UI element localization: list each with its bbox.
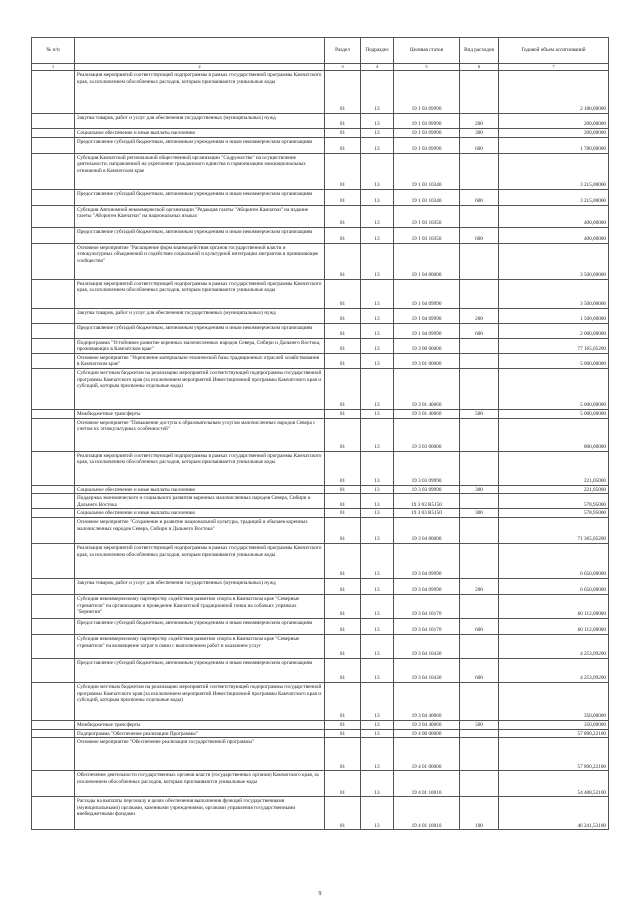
table-row bbox=[32, 658, 609, 682]
row-name: Подпрограмма "Устойчивое развитие коренных малочисленных народов Севера, Сибири и Дальнего Востока, проживающих в Камчатском крае" bbox=[75, 338, 325, 353]
row-target: 19 3 01 40060 bbox=[394, 368, 460, 409]
row-name: Подпрограмма "Обеспечение реализации Программы" bbox=[75, 729, 325, 738]
row-sum: 57 890,22100 bbox=[499, 729, 609, 738]
table-row bbox=[32, 205, 609, 227]
row-podrazdel: 13 bbox=[361, 71, 394, 114]
table-row bbox=[32, 353, 609, 368]
column-number: 2 bbox=[75, 64, 325, 71]
table-row bbox=[32, 418, 609, 451]
row-sum: 3 215,00000 bbox=[499, 153, 609, 189]
row-target: 19 3 03 R5150 bbox=[394, 509, 460, 518]
header-podrazdel: Подраздел bbox=[361, 38, 394, 64]
row-vid bbox=[460, 71, 499, 114]
row-name: Основное мероприятие "Обеспечение реализации государственной программы" bbox=[75, 738, 325, 771]
row-razdel: 01 bbox=[325, 451, 361, 485]
row-vid bbox=[460, 682, 499, 720]
row-sum: 3 500,00000 bbox=[499, 279, 609, 308]
row-razdel: 01 bbox=[325, 189, 361, 205]
table-row bbox=[32, 543, 609, 578]
row-razdel: 01 bbox=[325, 353, 361, 368]
row-vid: 100 bbox=[460, 797, 499, 830]
header-name bbox=[75, 38, 325, 64]
row-podrazdel: 13 bbox=[361, 634, 394, 658]
table-row bbox=[32, 720, 609, 729]
row-sum: 200,00000 bbox=[499, 114, 609, 129]
row-razdel: 01 bbox=[325, 227, 361, 243]
row-razdel: 01 bbox=[325, 738, 361, 771]
row-name: Поддержка экономического и социального развития коренных малочисленных народов Севера, Сибири и Дальнего Востока bbox=[75, 494, 325, 509]
row-vid: 600 bbox=[460, 227, 499, 243]
row-sum: 578,95000 bbox=[499, 494, 609, 509]
row-podrazdel: 13 bbox=[361, 153, 394, 189]
row-sum: 400,00000 bbox=[499, 227, 609, 243]
row-razdel: 01 bbox=[325, 509, 361, 518]
row-vid: 600 bbox=[460, 658, 499, 682]
table-row bbox=[32, 729, 609, 738]
row-sum: 6 650,00000 bbox=[499, 578, 609, 594]
row-podrazdel: 13 bbox=[361, 682, 394, 720]
row-target: 19 3 04 10170 bbox=[394, 594, 460, 618]
row-target: 19 1 04 09990 bbox=[394, 308, 460, 323]
row-sum: 60 112,00000 bbox=[499, 618, 609, 634]
row-vid bbox=[460, 243, 499, 279]
table-row bbox=[32, 634, 609, 658]
table-row bbox=[32, 451, 609, 485]
row-name: Предоставление субсидий бюджетным, автономным учреждениям и иным некоммерческим организациям bbox=[75, 189, 325, 205]
row-vid bbox=[460, 279, 499, 308]
row-razdel: 01 bbox=[325, 279, 361, 308]
row-podrazdel: 13 bbox=[361, 205, 394, 227]
row-podrazdel: 13 bbox=[361, 543, 394, 578]
row-target: 19 4 01 00000 bbox=[394, 738, 460, 771]
header-target: Целевая статья bbox=[394, 38, 460, 64]
row-name: Социальное обеспечение и иные выплаты населению bbox=[75, 129, 325, 138]
row-razdel: 01 bbox=[325, 578, 361, 594]
row-podrazdel: 13 bbox=[361, 797, 394, 830]
row-razdel: 01 bbox=[325, 153, 361, 189]
header-num: № п/п bbox=[32, 38, 75, 64]
row-vid: 300 bbox=[460, 129, 499, 138]
table-row bbox=[32, 738, 609, 771]
column-number: 6 bbox=[460, 64, 499, 71]
row-podrazdel: 13 bbox=[361, 451, 394, 485]
table-row bbox=[32, 578, 609, 594]
row-podrazdel: 13 bbox=[361, 189, 394, 205]
row-target: 19 4 01 10010 bbox=[394, 797, 460, 830]
table-row bbox=[32, 494, 609, 509]
row-name: Межбюджетные трансферты bbox=[75, 720, 325, 729]
row-razdel: 01 bbox=[325, 658, 361, 682]
row-target: 19 3 03 09990 bbox=[394, 485, 460, 494]
row-vid: 200 bbox=[460, 114, 499, 129]
row-name: Реализация мероприятий соответствующей подпрограммы в рамках государственной программы Камчатского края, за исключением обособленных расходов, которым присваиваются уникальные коды bbox=[75, 71, 325, 114]
row-sum: 221,05000 bbox=[499, 485, 609, 494]
row-target: 19 3 03 00000 bbox=[394, 418, 460, 451]
header-vid: Вид расходов bbox=[460, 38, 499, 64]
row-vid: 600 bbox=[460, 618, 499, 634]
row-target: 19 1 03 10350 bbox=[394, 205, 460, 227]
row-name: Субсидия некоммерческому партнерству содействия развитию спорта в Камчатском крае "Северные стремители" на организацию и проведение Камчатской традиционной гонки на собачьих упряжках "Берингия" bbox=[75, 594, 325, 618]
row-name: Обеспечение деятельности государственных органов власти (государственных органов) Камчатского края, за исключением обособленных расходов, которым присваиваются уникальные коды bbox=[75, 771, 325, 797]
row-name: Субсидия Камчатской региональной общественной организации "Содружество" на осуществление деятельности, направленной на укрепление гражданского единства и гармонизацию межнациональных отношений в Камчатском крае bbox=[75, 153, 325, 189]
row-razdel: 01 bbox=[325, 729, 361, 738]
row-razdel: 01 bbox=[325, 485, 361, 494]
row-sum: 1 500,00000 bbox=[499, 308, 609, 323]
row-razdel: 01 bbox=[325, 243, 361, 279]
row-vid bbox=[460, 418, 499, 451]
row-name: Межбюджетные трансферты bbox=[75, 409, 325, 418]
table-row bbox=[32, 682, 609, 720]
row-sum: 57 890,22100 bbox=[499, 738, 609, 771]
row-name: Основное мероприятие "Укрепление материально-технической базы традиционных отраслей хозяйствования в Камчатском крае" bbox=[75, 353, 325, 368]
row-sum: 350,00000 bbox=[499, 682, 609, 720]
row-vid bbox=[460, 517, 499, 543]
row-razdel: 01 bbox=[325, 129, 361, 138]
row-podrazdel: 13 bbox=[361, 578, 394, 594]
row-podrazdel: 13 bbox=[361, 517, 394, 543]
row-name: Социальное обеспечение и иные выплаты населению bbox=[75, 485, 325, 494]
row-vid: 600 bbox=[460, 189, 499, 205]
row-podrazdel: 13 bbox=[361, 418, 394, 451]
row-podrazdel: 13 bbox=[361, 353, 394, 368]
row-name: Субсидия некоммерческому партнерству содействия развитию спорта в Камчатском крае "Северные стремители" на возмещение затрат в связи с выполнением работ и оказанием услуг bbox=[75, 634, 325, 658]
row-vid bbox=[460, 543, 499, 578]
row-target: 19 1 04 09990 bbox=[394, 279, 460, 308]
table-row bbox=[32, 129, 609, 138]
row-target: 19 3 04 10430 bbox=[394, 658, 460, 682]
row-name: Предоставление субсидий бюджетным, автономным учреждениям и иным некоммерческим организациям bbox=[75, 137, 325, 153]
row-name: Предоставление субсидий бюджетным, автономным учреждениям и иным некоммерческим организациям bbox=[75, 658, 325, 682]
row-name: Закупка товаров, работ и услуг для обеспечения государственных (муниципальных) нужд bbox=[75, 308, 325, 323]
table-row bbox=[32, 594, 609, 618]
row-razdel: 01 bbox=[325, 338, 361, 353]
row-razdel: 01 bbox=[325, 323, 361, 338]
row-name: Закупка товаров, работ и услуг для обеспечения государственных (муниципальных) нужд bbox=[75, 114, 325, 129]
table-row bbox=[32, 308, 609, 323]
row-razdel: 01 bbox=[325, 517, 361, 543]
row-razdel: 01 bbox=[325, 368, 361, 409]
row-sum: 1 780,00000 bbox=[499, 137, 609, 153]
table-row bbox=[32, 227, 609, 243]
table-header-row bbox=[32, 38, 609, 64]
row-podrazdel: 13 bbox=[361, 771, 394, 797]
row-sum: 578,95000 bbox=[499, 509, 609, 518]
row-podrazdel: 13 bbox=[361, 323, 394, 338]
row-razdel: 01 bbox=[325, 682, 361, 720]
row-sum: 5 000,00000 bbox=[499, 353, 609, 368]
table-row bbox=[32, 114, 609, 129]
row-podrazdel: 13 bbox=[361, 729, 394, 738]
row-podrazdel: 13 bbox=[361, 494, 394, 509]
row-vid bbox=[460, 338, 499, 353]
row-vid: 200 bbox=[460, 308, 499, 323]
row-sum: 71 365,05200 bbox=[499, 517, 609, 543]
row-target: 19 3 04 40060 bbox=[394, 682, 460, 720]
row-target: 19 1 03 09990 bbox=[394, 129, 460, 138]
row-sum: 4 253,09200 bbox=[499, 658, 609, 682]
row-name: Основное мероприятие "Сохранение и развитие национальной культуры, традиций и обычаев коренных малочисленных народов Севера, Сибири и Дальнего Востока" bbox=[75, 517, 325, 543]
row-podrazdel: 13 bbox=[361, 137, 394, 153]
table-row bbox=[32, 368, 609, 409]
table-row bbox=[32, 618, 609, 634]
table-row bbox=[32, 153, 609, 189]
row-vid: 300 bbox=[460, 509, 499, 518]
row-razdel: 01 bbox=[325, 543, 361, 578]
row-target: 19 1 03 10340 bbox=[394, 189, 460, 205]
row-name: Реализация мероприятий соответствующей подпрограммы в рамках государственной программы Камчатского края, за исключением обособленных расходов, которым присваиваются уникальные коды bbox=[75, 279, 325, 308]
row-sum: 54 488,52100 bbox=[499, 771, 609, 797]
page-number: 9 bbox=[318, 891, 322, 897]
budget-sheet bbox=[31, 37, 608, 830]
row-podrazdel: 13 bbox=[361, 738, 394, 771]
row-target: 19 1 03 10350 bbox=[394, 227, 460, 243]
row-name: Основное мероприятие "Расширение форм взаимодействия органов государственной власти и этнокультурных объединений и содействие социальной и культурной интеграции мигрантов в принимающее сообщество" bbox=[75, 243, 325, 279]
row-vid bbox=[460, 771, 499, 797]
row-name: Субсидии местным бюджетам на реализацию мероприятий соответствующей подпрограммы государственной программы Камчатского края (за исключением мероприятий Инвестиционной программы Камчатского края и субсидий, которым присвоены отдельные коды) bbox=[75, 682, 325, 720]
row-razdel: 01 bbox=[325, 720, 361, 729]
row-razdel: 01 bbox=[325, 308, 361, 323]
row-podrazdel: 13 bbox=[361, 368, 394, 409]
row-name: Реализация мероприятий соответствующей подпрограммы в рамках государственной программы Камчатского края, за исключением обособленных расходов, которым присваиваются уникальные коды bbox=[75, 543, 325, 578]
row-vid bbox=[460, 353, 499, 368]
row-vid bbox=[460, 368, 499, 409]
row-razdel: 01 bbox=[325, 594, 361, 618]
column-number: 7 bbox=[499, 64, 609, 71]
row-vid: 500 bbox=[460, 720, 499, 729]
row-razdel: 01 bbox=[325, 137, 361, 153]
row-razdel: 01 bbox=[325, 494, 361, 509]
row-sum: 2 000,00000 bbox=[499, 323, 609, 338]
table-row bbox=[32, 137, 609, 153]
table-row bbox=[32, 485, 609, 494]
row-razdel: 01 bbox=[325, 797, 361, 830]
row-name: Предоставление субсидий бюджетным, автономным учреждениям и иным некоммерческим организациям bbox=[75, 618, 325, 634]
row-razdel: 01 bbox=[325, 205, 361, 227]
row-target: 19 4 00 00000 bbox=[394, 729, 460, 738]
column-number: 4 bbox=[361, 64, 394, 71]
row-name: Субсидия Автономной некоммерческой организации "Редакция газеты "Абориген Камчатки" на издание газеты "Абориген Камчатки" на национальных языках bbox=[75, 205, 325, 227]
row-vid: 300 bbox=[460, 485, 499, 494]
row-target: 19 1 03 09990 bbox=[394, 71, 460, 114]
row-razdel: 01 bbox=[325, 71, 361, 114]
row-target: 19 3 00 00000 bbox=[394, 338, 460, 353]
row-sum: 200,00000 bbox=[499, 129, 609, 138]
row-vid: 200 bbox=[460, 578, 499, 594]
row-target: 19 3 04 09990 bbox=[394, 578, 460, 594]
table-row bbox=[32, 509, 609, 518]
row-target: 19 3 04 10170 bbox=[394, 618, 460, 634]
row-sum: 3 500,00000 bbox=[499, 243, 609, 279]
column-number: 5 bbox=[394, 64, 460, 71]
row-podrazdel: 13 bbox=[361, 409, 394, 418]
row-podrazdel: 13 bbox=[361, 658, 394, 682]
row-podrazdel: 13 bbox=[361, 509, 394, 518]
header-razdel: Раздел bbox=[325, 38, 361, 64]
row-razdel: 01 bbox=[325, 418, 361, 451]
row-vid: 600 bbox=[460, 323, 499, 338]
row-target: 19 3 01 00000 bbox=[394, 353, 460, 368]
row-name: Реализация мероприятий соответствующей подпрограммы в рамках государственной программы Камчатского края, за исключением обособленных расходов, которым присваиваются уникальные коды bbox=[75, 451, 325, 485]
column-number: 1 bbox=[32, 64, 75, 71]
table-row bbox=[32, 279, 609, 308]
row-sum: 3 215,00000 bbox=[499, 189, 609, 205]
row-sum: 77 165,05200 bbox=[499, 338, 609, 353]
row-sum: 5 000,00000 bbox=[499, 368, 609, 409]
row-name: Предоставление субсидий бюджетным, автономным учреждениям и иным некоммерческим организациям bbox=[75, 323, 325, 338]
row-vid bbox=[460, 729, 499, 738]
row-target: 19 1 03 09990 bbox=[394, 137, 460, 153]
row-podrazdel: 13 bbox=[361, 114, 394, 129]
row-sum: 221,05000 bbox=[499, 451, 609, 485]
table-row bbox=[32, 189, 609, 205]
table-row bbox=[32, 771, 609, 797]
table-column-numbers-row bbox=[32, 64, 609, 71]
row-vid bbox=[460, 738, 499, 771]
row-target: 19 1 04 09990 bbox=[394, 323, 460, 338]
table-row bbox=[32, 517, 609, 543]
row-sum: 4 253,09200 bbox=[499, 634, 609, 658]
row-vid bbox=[460, 153, 499, 189]
row-sum: 2 180,00000 bbox=[499, 71, 609, 114]
row-vid bbox=[460, 494, 499, 509]
row-name: Расходы на выплаты персоналу в целях обеспечения выполнения функций государственными (муниципальными) органами, казенными учреждениями, органами управления государственными внебюджетными фондами bbox=[75, 797, 325, 830]
table-row bbox=[32, 409, 609, 418]
row-vid bbox=[460, 451, 499, 485]
header-sum: Годовой объем ассигнований bbox=[499, 38, 609, 64]
row-podrazdel: 13 bbox=[361, 618, 394, 634]
row-target: 19 4 01 10010 bbox=[394, 771, 460, 797]
row-sum: 5 000,00000 bbox=[499, 409, 609, 418]
row-target: 19 3 03 09990 bbox=[394, 451, 460, 485]
row-podrazdel: 13 bbox=[361, 227, 394, 243]
budget-table bbox=[31, 37, 609, 830]
row-vid: 600 bbox=[460, 137, 499, 153]
row-vid: 500 bbox=[460, 409, 499, 418]
row-podrazdel: 13 bbox=[361, 129, 394, 138]
table-row bbox=[32, 797, 609, 830]
row-name: Закупка товаров, работ и услуг для обеспечения государственных (муниципальных) нужд bbox=[75, 578, 325, 594]
row-vid bbox=[460, 594, 499, 618]
row-podrazdel: 13 bbox=[361, 308, 394, 323]
row-target: 19 1 04 00000 bbox=[394, 243, 460, 279]
row-target: 19 3 01 40060 bbox=[394, 409, 460, 418]
row-razdel: 01 bbox=[325, 618, 361, 634]
table-row bbox=[32, 71, 609, 114]
row-sum: 60 112,00000 bbox=[499, 594, 609, 618]
row-target: 19 3 04 10430 bbox=[394, 634, 460, 658]
column-number: 3 bbox=[325, 64, 361, 71]
row-podrazdel: 13 bbox=[361, 243, 394, 279]
table-row bbox=[32, 243, 609, 279]
row-sum: 46 241,53100 bbox=[499, 797, 609, 830]
row-sum: 350,00000 bbox=[499, 720, 609, 729]
row-razdel: 01 bbox=[325, 634, 361, 658]
row-target: 19 3 04 00000 bbox=[394, 517, 460, 543]
row-target: 19 3 04 40060 bbox=[394, 720, 460, 729]
row-podrazdel: 13 bbox=[361, 594, 394, 618]
row-razdel: 01 bbox=[325, 771, 361, 797]
row-name: Основное мероприятие "Повышение доступа к образовательным услугам малочисленных народов Севера с учетом их этнокультурных особенностей" bbox=[75, 418, 325, 451]
row-name: Предоставление субсидий бюджетным, автономным учреждениям и иным некоммерческим организациям bbox=[75, 227, 325, 243]
row-vid bbox=[460, 205, 499, 227]
table-row bbox=[32, 323, 609, 338]
row-target: 19 1 03 09990 bbox=[394, 114, 460, 129]
row-sum: 800,00000 bbox=[499, 418, 609, 451]
row-podrazdel: 13 bbox=[361, 279, 394, 308]
row-target: 19 3 04 09990 bbox=[394, 543, 460, 578]
row-podrazdel: 13 bbox=[361, 338, 394, 353]
row-podrazdel: 13 bbox=[361, 485, 394, 494]
row-target: 19 1 03 10340 bbox=[394, 153, 460, 189]
row-sum: 6 650,00000 bbox=[499, 543, 609, 578]
row-razdel: 01 bbox=[325, 114, 361, 129]
row-vid bbox=[460, 634, 499, 658]
row-target: 19 3 03 R5150 bbox=[394, 494, 460, 509]
table-row bbox=[32, 338, 609, 353]
row-name: Социальное обеспечение и иные выплаты населению bbox=[75, 509, 325, 518]
row-razdel: 01 bbox=[325, 409, 361, 418]
row-podrazdel: 13 bbox=[361, 720, 394, 729]
row-name: Субсидии местным бюджетам на реализацию мероприятий соответствующей подпрограммы государственной программы Камчатского края (за исключением мероприятий Инвестиционной программы Камчатского края и субсидий, которым присвоены отдельные коды) bbox=[75, 368, 325, 409]
row-sum: 400,00000 bbox=[499, 205, 609, 227]
